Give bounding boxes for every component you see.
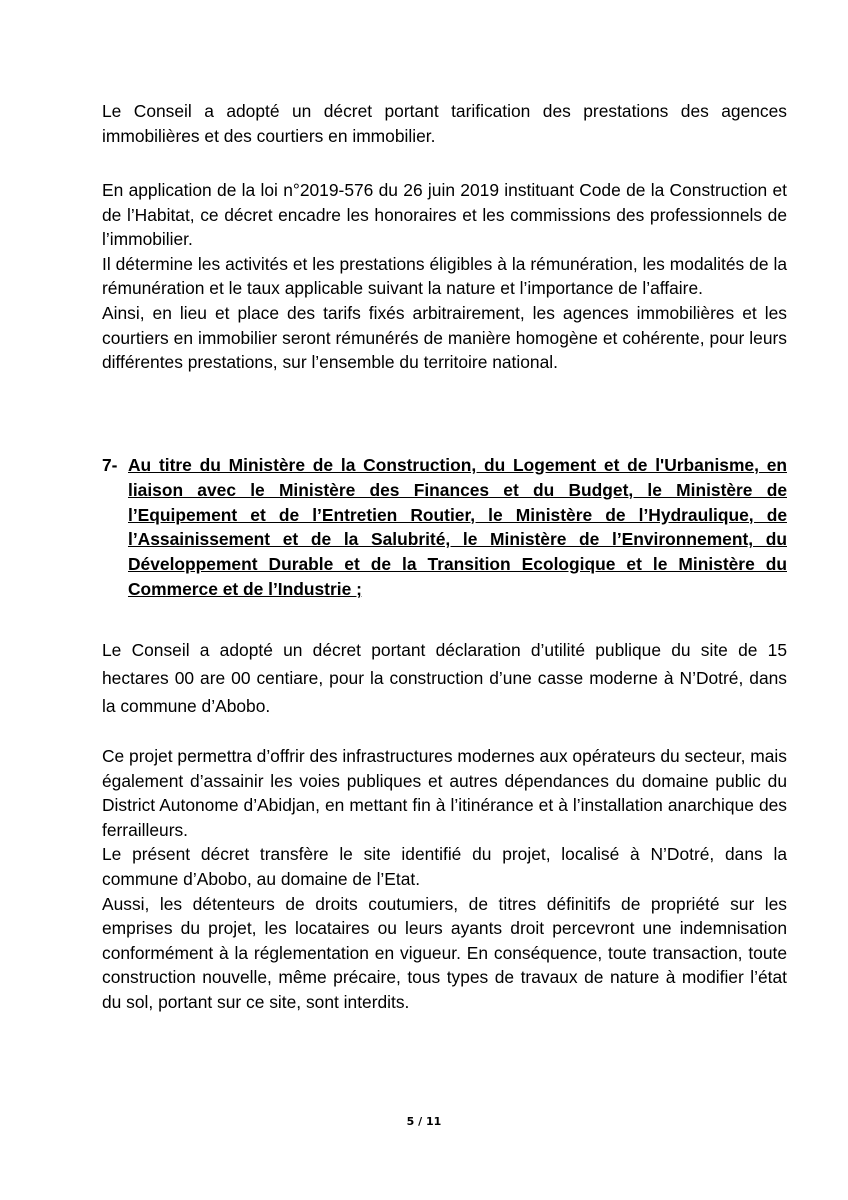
paragraph-block-application bbox=[102, 178, 787, 375]
paragraph-real-estate-decree: Le Conseil a adopté un décret portant tarification des prestations des agences immobilières et des courtiers en immobilier. bbox=[102, 101, 787, 146]
section-number: 7- bbox=[102, 455, 118, 475]
paragraph-site-transfer: Le présent décret transfère le site identifié du projet, localisé à N’Dotré, dans la commune d’Abobo, au domaine de l’Etat. bbox=[102, 844, 787, 889]
page-number: 5 / 11 bbox=[406, 1115, 442, 1128]
paragraph-compensation: Aussi, les détenteurs de droits coutumiers, de titres définitifs de propriété sur les emprises du projet, les locataires ou leurs ayants droit percevront une indemnisation conformément à la réglementation en vigueur. En conséquence, toute transaction, toute construction nouvelle, même précaire, tous types de travaux de nature à modifier l’état du sol, portant sur ce site, sont interdits. bbox=[102, 893, 787, 1012]
paragraph-homogeneous-pay: Ainsi, en lieu et place des tarifs fixés arbitrairement, les agences immobilières et les courtiers en immobilier seront rémunérés de manière homogène et cohérente, pour leurs différentes prestations, sur l’ensemble du territoire national. bbox=[102, 302, 787, 373]
paragraph-activities: Il détermine les activités et les prestations éligibles à la rémunération, les modalités de la rémunération et le taux applicable suivant la nature et l’importance de l’affaire. bbox=[102, 253, 787, 299]
paragraph-project-benefits: Ce projet permettra d’offrir des infrastructures modernes aux opérateurs du secteur, mais également d’assainir les voies publiques et autres dépendances du domaine public du District Autonome d’Abidjan, en mettant fin à l’itinérance et à l’installation anarchique des ferrailleurs. bbox=[102, 746, 787, 840]
paragraph-public-utility: Le Conseil a adopté un décret portant déclaration d’utilité publique du site de 15 hectares 00 are 00 centiare, pour la construction d’une casse moderne à N’Dotré, dans la commune d’Abobo. bbox=[102, 640, 787, 716]
paragraph-block-project bbox=[102, 744, 787, 1015]
paragraph-application-law: En application de la loi n°2019-576 du 26 juin 2019 instituant Code de la Construction et de l’Habitat, ce décret encadre les honoraires et les commissions des professionnels de l’immobilier. bbox=[102, 180, 787, 250]
section-heading-7 bbox=[102, 453, 787, 602]
section-title: Au titre du Ministère de la Construction, du Logement et de l'Urbanisme, en liaison avec le Ministère des Finances et du Budget, le Ministère de l’Equipement et de l’Entretien Routier, le Ministère de l’Hydraulique, de l’Assainissement et de la Salubrité, le Ministère de l’Environnement, du Développement Durable et de la Transition Ecologique et le Ministère du Commerce et de l’Industrie ; bbox=[128, 455, 787, 599]
